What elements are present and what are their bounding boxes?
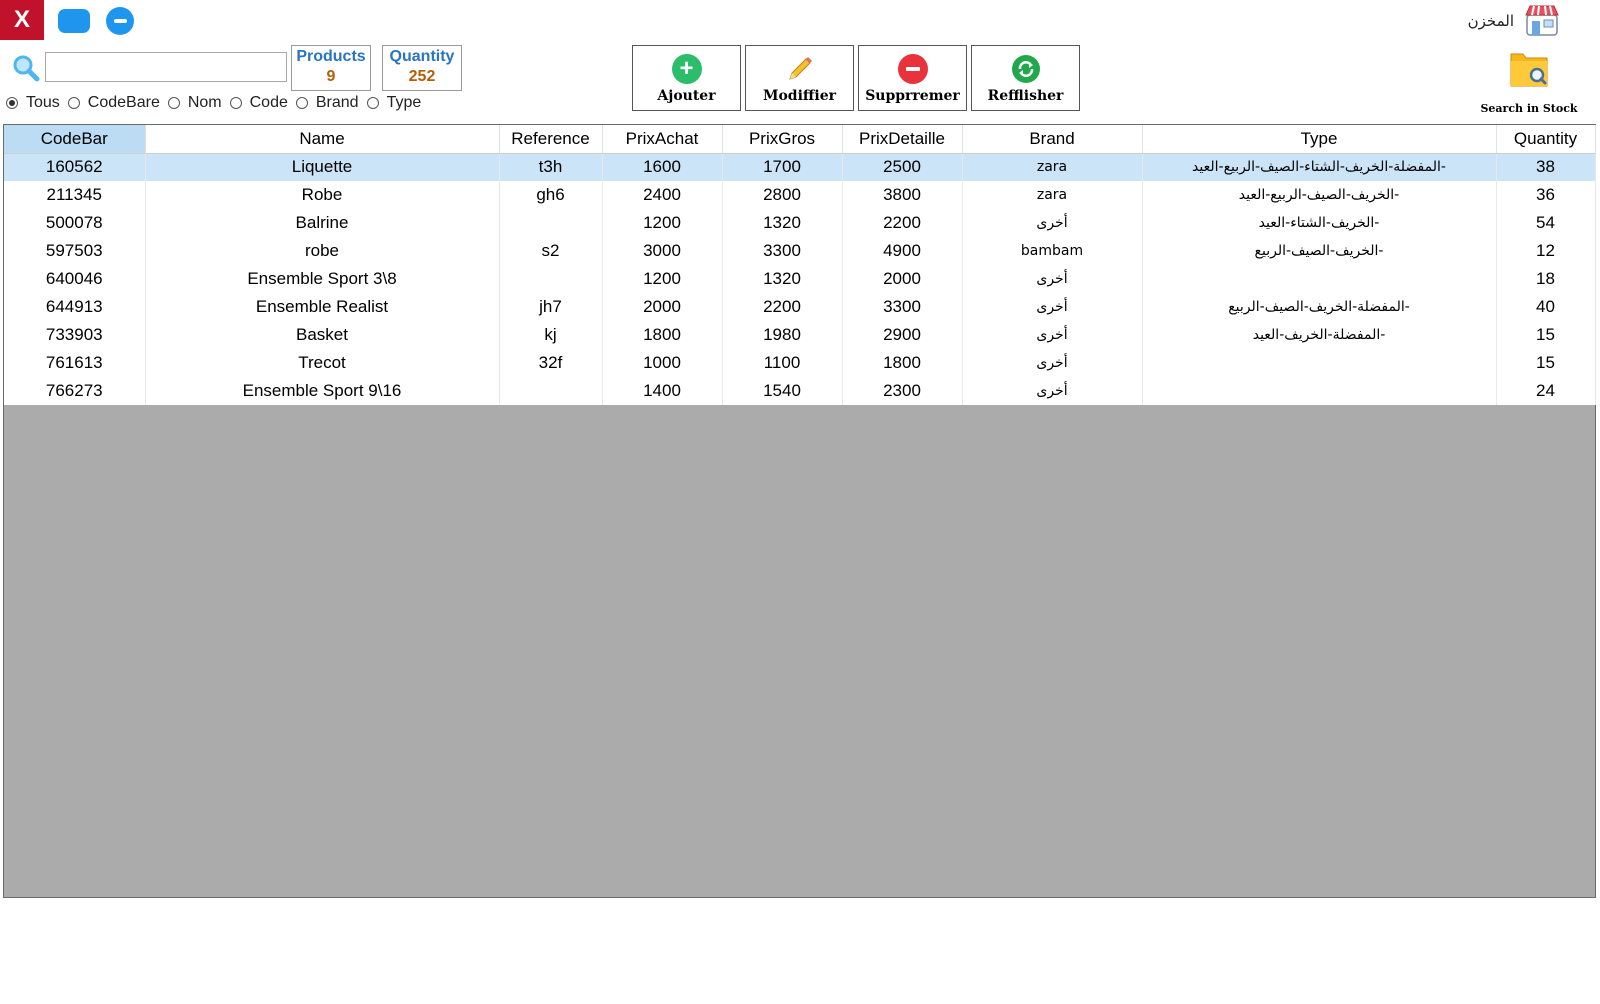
- cell-quantity[interactable]: 15: [1496, 321, 1595, 349]
- cell-prixdetaille[interactable]: 2500: [842, 153, 962, 181]
- refresh-icon: [1011, 54, 1041, 84]
- column-header-prixachat[interactable]: PrixAchat: [602, 125, 722, 153]
- store-icon: [1524, 3, 1560, 37]
- cell-type[interactable]: -الخريف-الصيف-الربيع-العيد: [1142, 181, 1496, 209]
- column-header-brand[interactable]: Brand: [962, 125, 1142, 153]
- column-header-codebar[interactable]: CodeBar: [4, 125, 145, 153]
- cell-codebar[interactable]: 766273: [4, 377, 145, 405]
- edit-button-label: Modiffier: [762, 88, 837, 104]
- cell-quantity[interactable]: 40: [1496, 293, 1595, 321]
- cell-prixgros[interactable]: 1540: [722, 377, 842, 405]
- search-in-stock-button[interactable]: [1474, 48, 1584, 114]
- cell-prixgros[interactable]: 1320: [722, 209, 842, 237]
- cell-name[interactable]: Ensemble Sport 3\8: [145, 265, 499, 293]
- search-icon: [12, 54, 40, 82]
- cell-name[interactable]: Ensemble Realist: [145, 293, 499, 321]
- add-button-label: Ajouter: [657, 88, 716, 104]
- cell-quantity[interactable]: 12: [1496, 237, 1595, 265]
- cell-codebar[interactable]: 644913: [4, 293, 145, 321]
- cell-codebar[interactable]: 733903: [4, 321, 145, 349]
- add-button[interactable]: [632, 45, 741, 111]
- cell-codebar[interactable]: 761613: [4, 349, 145, 377]
- pencil-icon: [785, 54, 815, 84]
- cell-name[interactable]: robe: [145, 237, 499, 265]
- cell-quantity[interactable]: 24: [1496, 377, 1595, 405]
- cell-prixachat[interactable]: 1200: [602, 209, 722, 237]
- cell-prixdetaille[interactable]: 2200: [842, 209, 962, 237]
- cell-codebar[interactable]: 640046: [4, 265, 145, 293]
- cell-quantity[interactable]: 15: [1496, 349, 1595, 377]
- cell-brand[interactable]: أخرى: [962, 265, 1142, 293]
- column-header-quantity[interactable]: Quantity: [1496, 125, 1595, 153]
- filter-label: Nom: [187, 94, 222, 111]
- cell-brand[interactable]: أخرى: [962, 293, 1142, 321]
- delete-button-label: Supprremer: [865, 88, 960, 104]
- refresh-button[interactable]: [971, 45, 1080, 111]
- products-grid[interactable]: [3, 124, 1596, 1004]
- column-header-name[interactable]: Name: [145, 125, 499, 153]
- cell-prixdetaille[interactable]: 3300: [842, 293, 962, 321]
- cell-type[interactable]: -المفضلة-الخريف-الصيف-الربيع: [1142, 293, 1496, 321]
- cell-reference[interactable]: t3h: [499, 153, 602, 181]
- cell-prixdetaille[interactable]: 3800: [842, 181, 962, 209]
- cell-name[interactable]: Trecot: [145, 349, 499, 377]
- app-title: المخزن: [1467, 12, 1514, 30]
- cell-reference[interactable]: jh7: [499, 293, 602, 321]
- radio-icon[interactable]: [367, 97, 379, 109]
- cell-reference[interactable]: s2: [499, 237, 602, 265]
- cell-prixgros[interactable]: 1700: [722, 153, 842, 181]
- products-table: [4, 125, 1596, 405]
- cell-brand[interactable]: أخرى: [962, 377, 1142, 405]
- cell-reference[interactable]: [499, 209, 602, 237]
- cell-codebar[interactable]: 500078: [4, 209, 145, 237]
- filter-radio-group: [6, 94, 429, 112]
- cell-type[interactable]: -المفضلة-الخريف-العيد: [1142, 321, 1496, 349]
- table-row[interactable]: [4, 237, 1595, 265]
- plus-circle-icon: +: [672, 54, 702, 84]
- cell-prixachat[interactable]: 3000: [602, 237, 722, 265]
- cell-quantity[interactable]: 54: [1496, 209, 1595, 237]
- refresh-button-label: Refflisher: [987, 88, 1064, 104]
- table-row[interactable]: [4, 293, 1595, 321]
- table-row[interactable]: [4, 377, 1595, 405]
- cell-prixachat[interactable]: 2000: [602, 293, 722, 321]
- radio-icon[interactable]: [6, 97, 18, 109]
- maximize-window-button[interactable]: [58, 9, 90, 33]
- cell-prixdetaille[interactable]: 2300: [842, 377, 962, 405]
- table-row[interactable]: [4, 265, 1595, 293]
- filter-option-tous[interactable]: [6, 94, 60, 112]
- cell-quantity[interactable]: 18: [1496, 265, 1595, 293]
- cell-prixdetaille[interactable]: 4900: [842, 237, 962, 265]
- cell-reference[interactable]: gh6: [499, 181, 602, 209]
- minimize-window-button[interactable]: [106, 7, 134, 35]
- cell-reference[interactable]: [499, 265, 602, 293]
- cell-type[interactable]: [1142, 377, 1496, 405]
- cell-brand[interactable]: zara: [962, 153, 1142, 181]
- cell-prixachat[interactable]: 1000: [602, 349, 722, 377]
- radio-icon[interactable]: [230, 97, 242, 109]
- cell-reference[interactable]: 32f: [499, 349, 602, 377]
- cell-name[interactable]: Ensemble Sport 9\16: [145, 377, 499, 405]
- filter-label: Type: [386, 94, 422, 111]
- cell-type[interactable]: [1142, 265, 1496, 293]
- search-input[interactable]: [45, 52, 287, 82]
- table-row[interactable]: [4, 153, 1595, 181]
- quantity-total-box: [382, 45, 462, 91]
- column-header-prixdetaille[interactable]: PrixDetaille: [842, 125, 962, 153]
- edit-button[interactable]: [745, 45, 854, 111]
- cell-brand[interactable]: أخرى: [962, 209, 1142, 237]
- cell-reference[interactable]: [499, 377, 602, 405]
- filter-option-nom[interactable]: [168, 94, 222, 112]
- products-label: Products: [296, 48, 366, 65]
- cell-type[interactable]: -الخريف-الشتاء-العيد: [1142, 209, 1496, 237]
- delete-button[interactable]: [858, 45, 967, 111]
- cell-prixachat[interactable]: 2400: [602, 181, 722, 209]
- cell-brand[interactable]: أخرى: [962, 349, 1142, 377]
- cell-brand[interactable]: أخرى: [962, 321, 1142, 349]
- products-count: 9: [326, 68, 336, 85]
- column-header-type[interactable]: Type: [1142, 125, 1496, 153]
- cell-type[interactable]: [1142, 349, 1496, 377]
- table-row[interactable]: [4, 349, 1595, 377]
- column-header-prixgros[interactable]: PrixGros: [722, 125, 842, 153]
- filter-option-type[interactable]: [367, 94, 422, 112]
- cell-prixachat[interactable]: 1200: [602, 265, 722, 293]
- products-count-box: [291, 45, 371, 91]
- filter-label: CodeBare: [87, 94, 160, 111]
- cell-codebar[interactable]: 597503: [4, 237, 145, 265]
- filter-option-brand[interactable]: [296, 94, 359, 112]
- radio-icon[interactable]: [168, 97, 180, 109]
- close-window-button[interactable]: X: [0, 0, 44, 40]
- cell-name[interactable]: Liquette: [145, 153, 499, 181]
- cell-codebar[interactable]: 160562: [4, 153, 145, 181]
- cell-prixachat[interactable]: 1400: [602, 377, 722, 405]
- cell-name[interactable]: Basket: [145, 321, 499, 349]
- filter-option-codebare[interactable]: [68, 94, 160, 112]
- quantity-label: Quantity: [389, 48, 455, 65]
- cell-prixgros[interactable]: 1100: [722, 349, 842, 377]
- filter-option-code[interactable]: [230, 94, 288, 112]
- cell-type[interactable]: -المفضلة-الخريف-الشتاء-الصيف-الربيع-العيد: [1142, 153, 1496, 181]
- search-in-stock-label: Search in Stock: [1480, 102, 1578, 115]
- minus-circle-icon: [898, 54, 928, 84]
- cell-codebar[interactable]: 211345: [4, 181, 145, 209]
- table-row[interactable]: [4, 181, 1595, 209]
- cell-name[interactable]: Balrine: [145, 209, 499, 237]
- table-row[interactable]: [4, 321, 1595, 349]
- cell-brand[interactable]: bambam: [962, 237, 1142, 265]
- table-header-row: [4, 125, 1595, 153]
- cell-prixdetaille[interactable]: 1800: [842, 349, 962, 377]
- radio-icon[interactable]: [68, 97, 80, 109]
- cell-prixachat[interactable]: 1800: [602, 321, 722, 349]
- cell-reference[interactable]: kj: [499, 321, 602, 349]
- cell-quantity[interactable]: 38: [1496, 153, 1595, 181]
- cell-name[interactable]: Robe: [145, 181, 499, 209]
- filter-label: Code: [249, 94, 288, 111]
- cell-prixgros[interactable]: 3300: [722, 237, 842, 265]
- cell-prixgros[interactable]: 1320: [722, 265, 842, 293]
- cell-prixgros[interactable]: 2800: [722, 181, 842, 209]
- cell-prixdetaille[interactable]: 2000: [842, 265, 962, 293]
- cell-type[interactable]: -الخريف-الصيف-الربيع: [1142, 237, 1496, 265]
- table-row[interactable]: [4, 209, 1595, 237]
- watermark: خمسات: [704, 953, 871, 1004]
- cell-prixachat[interactable]: 1600: [602, 153, 722, 181]
- cell-prixdetaille[interactable]: 2900: [842, 321, 962, 349]
- cell-brand[interactable]: zara: [962, 181, 1142, 209]
- radio-icon[interactable]: [296, 97, 308, 109]
- cell-prixgros[interactable]: 1980: [722, 321, 842, 349]
- cell-prixgros[interactable]: 2200: [722, 293, 842, 321]
- column-header-reference[interactable]: Reference: [499, 125, 602, 153]
- quantity-total: 252: [408, 68, 436, 85]
- filter-label: Tous: [26, 94, 60, 111]
- folder-search-icon: [1508, 48, 1550, 92]
- cell-quantity[interactable]: 36: [1496, 181, 1595, 209]
- filter-label: Brand: [315, 94, 359, 111]
